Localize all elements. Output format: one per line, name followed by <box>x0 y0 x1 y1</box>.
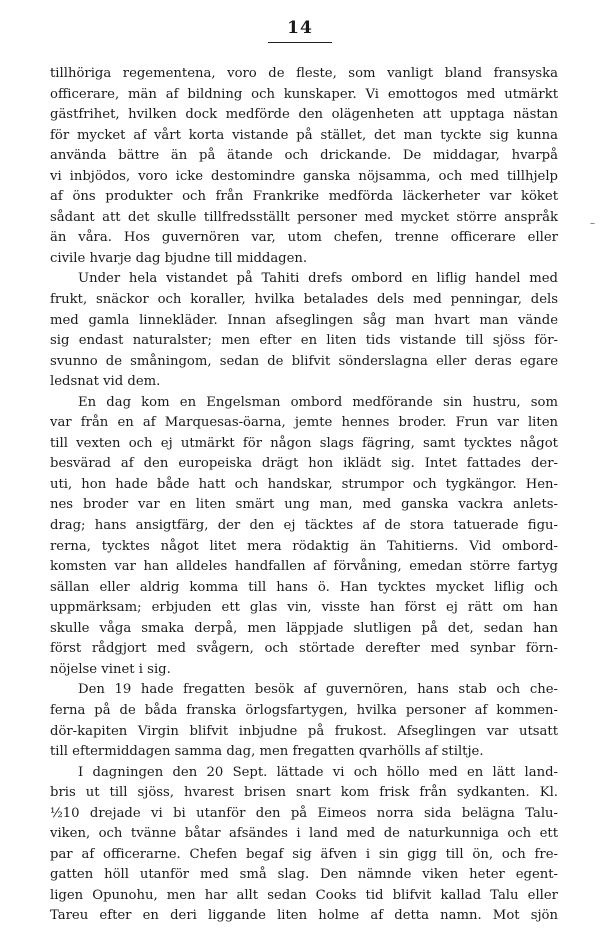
text-line: uti, hon hade både hatt och handskar, strumpor och tygkängor. Hen- <box>50 476 558 492</box>
text-line: ligen Opunohu, men har allt sedan Cooks tid blifvit kallad Talu eller <box>50 887 558 903</box>
text-line: viken, och tvänne båtar afsändes i land med de naturkunniga och ett <box>50 826 558 842</box>
text-line: civile hvarje dag bjudne till middagen. <box>50 250 308 266</box>
text-line: vi inbjödos, voro icke destomindre ganska nöjsamma, och med tillhjelp <box>50 168 558 184</box>
text-line: med gamla linnekläder. Innan afseglingen såg man hvart man vände <box>50 312 558 328</box>
text-line: gästfrihet, hvilken dock medförde den olägenheten att upptaga nästan <box>50 107 558 123</box>
text-line: sig endast naturalster; men efter en liten tids vistande till sjöss för- <box>50 333 558 349</box>
text-line: par af officerarne. Chefen begaf sig äfven i sin gigg till ön, och fre- <box>50 846 558 862</box>
text-line: Under hela vistandet på Tahiti drefs ombord en liflig handel med <box>78 271 558 287</box>
text-line: ferna på de båda franska örlogsfartygen, hvilka personer af kommen- <box>50 702 558 718</box>
text-line: bris ut till sjöss, hvarest brisen snart kom frisk från sydkanten. Kl. <box>50 785 558 801</box>
text-line: Den 19 hade fregatten besök af guvernören, hans stab och che- <box>78 682 558 698</box>
text-line: af öns produkter och från Frankrike medförda läckerheter var köket <box>50 189 558 205</box>
text-line: nes broder var en liten smärt ung man, med ganska vackra anlets- <box>50 497 558 513</box>
text-line: besvärad af den europeiska drägt hon iklädt sig. Intet fattades der- <box>50 456 558 472</box>
text-line: En dag kom en Engelsman ombord medförande sin hustru, som <box>78 394 558 410</box>
text-line: använda bättre än på ätande och drickande. De middagar, hvarpå <box>50 148 558 164</box>
text-line: frukt, snäckor och koraller, hvilka betalades dels med penningar, dels <box>50 292 558 308</box>
text-line: komsten var han alldeles handfallen af förvåning, emedan större fartyg <box>50 559 558 575</box>
text-line: till eftermiddagen samma dag, men fregatten qvarhölls af stiltje. <box>50 744 484 760</box>
text-line: var från en af Marquesas-öarna, jemte hennes broder. Frun var liten <box>50 415 558 431</box>
text-line: Tareu efter en deri liggande liten holme af detta namn. Mot sjön <box>50 908 558 924</box>
text-line: drag; hans ansigtfärg, der den ej täcktes af de stora tatuerade figu- <box>50 518 558 534</box>
text-line: rerna, tycktes något litet mera rödaktig än Tahitierns. Vid ombord- <box>50 538 558 554</box>
text-line: nöjelse vinet i sig. <box>50 661 171 677</box>
text-line: uppmärksam; erbjuden ett glas vin, visste han först ej rätt om han <box>50 600 558 616</box>
text-line: sällan eller aldrig komma till hans ö. Han tycktes mycket liflig och <box>50 579 558 595</box>
text-line: sådant att det skulle tillfredsställt personer med mycket större anspråk <box>50 209 558 225</box>
text-line: än våra. Hos guvernören var, utom chefen, trenne officerare eller <box>50 230 558 246</box>
page-number: 14 <box>287 18 313 38</box>
text-line: ledsnat vid dem. <box>50 374 161 390</box>
text-line: svunno de småningom, sedan de blifvit sönderslagna eller deras egare <box>50 353 558 369</box>
text-line: för mycket af vårt korta vistande på stället, det man tyckte sig kunna <box>50 127 558 143</box>
text-line: till vexten och ej utmärkt för någon slags fägring, samt tycktes något <box>50 435 558 451</box>
body-text <box>50 64 558 927</box>
text-line: tillhöriga regementena, voro de fleste, som vanligt bland fransyska <box>50 66 558 81</box>
header-rule <box>268 42 332 43</box>
text-line: först rådgjort med svågern, och störtade derefter med synbar förn- <box>50 641 558 657</box>
margin-mark: – <box>590 218 595 229</box>
text-line: I dagningen den 20 Sept. lättade vi och höllo med en lätt land- <box>78 764 558 780</box>
text-line: skulle våga smaka derpå, men läppjade slutligen på det, sedan han <box>50 620 558 636</box>
text-line: dör-kapiten Virgin blifvit inbjudne på frukost. Afseglingen var utsatt <box>50 723 558 739</box>
text-line: gatten höll utanför med små slag. Den nämnde viken heter egent- <box>50 867 558 883</box>
text-line: officerare, män af bildning och kunskaper. Vi emottogos med utmärkt <box>50 86 558 102</box>
text-line: ½10 drejade vi bi utanför den på Eimeos norra sida belägna Talu- <box>50 805 558 821</box>
